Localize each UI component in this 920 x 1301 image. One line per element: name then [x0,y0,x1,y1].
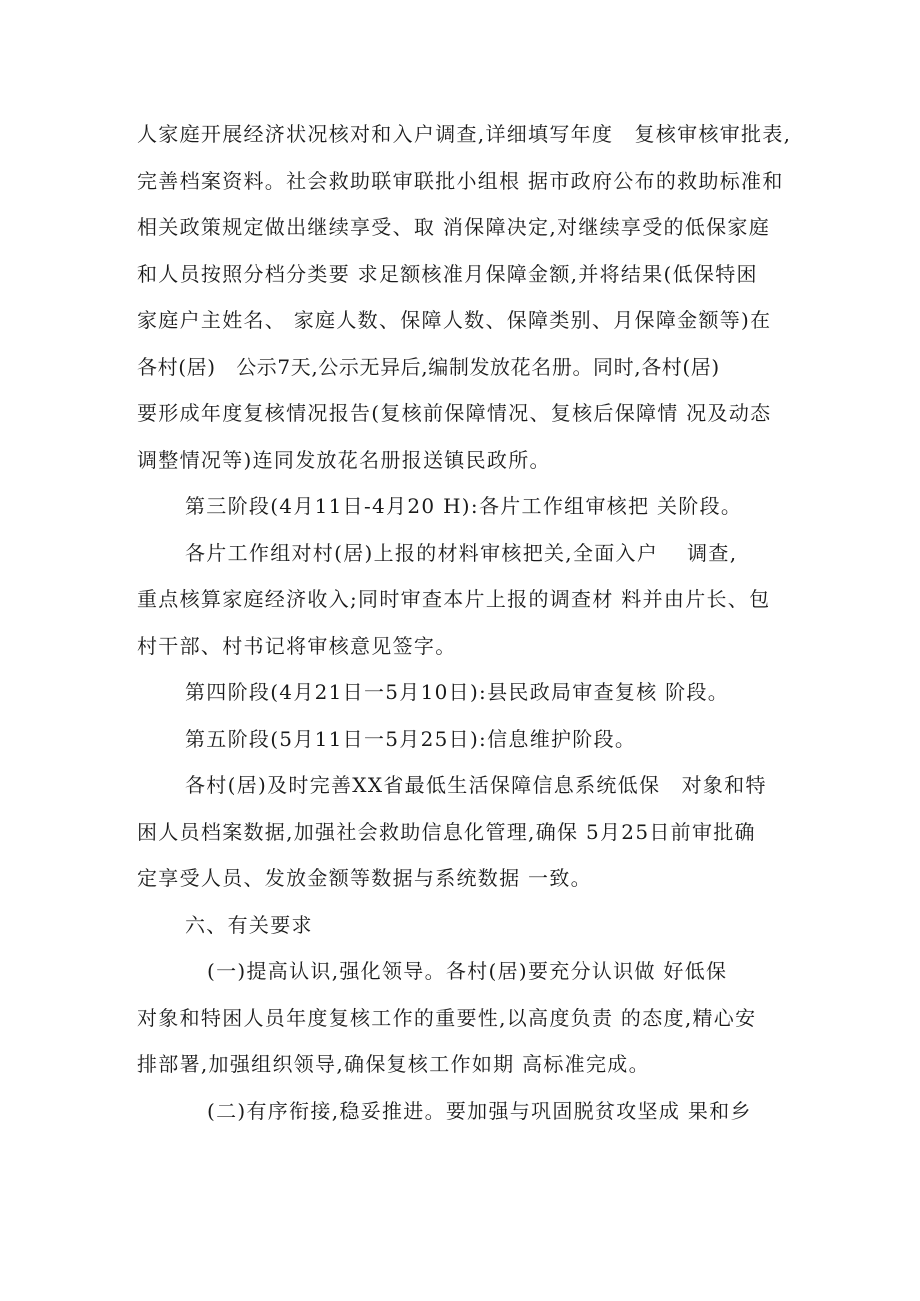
text-line-12: 村干部、村书记将审核意见签字。 [137,633,457,658]
requirement-two-heading: (二)有序衔接,稳妥推进。要加强与巩固脱贫攻坚成 果和乡 [207,1098,752,1123]
text-line-5: 家庭户主姓名、 家庭人数、保障人数、保障类别、月保障金额等)在 [137,308,772,332]
text-line-1: 人家庭开展经济状况核对和入户调查,详细填写年度 复核审核审批表, [137,122,792,146]
stage-four-heading: 第四阶段(4月21日一5月10日):县民政局审查复核 阶段。 [185,680,730,704]
requirement-one-heading: (一)提高认识,强化领导。各村(居)要充分认识做 好低保 [207,959,728,983]
text-line-15: 各村(居)及时完善XX省最低生活保障信息系统低保 对象和特 [185,773,767,797]
text-line-10: 各片工作组对村(居)上报的材料审核把关,全面入户 调查, [185,540,738,565]
text-line-17: 定享受人员、发放金额等数据与系统数据 一致。 [137,866,592,890]
text-line-2: 完善档案资料。社会救助联审联批小组根 据市政府公布的救助标准和 [137,168,784,193]
text-line-21: 排部署,加强组织领导,确保复核工作如期 高标准完成。 [137,1052,650,1076]
text-line-20: 对象和特困人员年度复核工作的重要性,以高度负责 的态度,精心安 [137,1005,757,1030]
text-line-8: 调整情况等)连同发放花名册报送镇民政所。 [137,447,551,472]
stage-five-heading: 第五阶段(5月11日一5月25日):信息维护阶段。 [185,726,637,751]
text-line-11: 重点核算家庭经济收入;同时审查本片上报的调查材 料并由片长、包 [137,587,771,611]
text-line-7: 要形成年度复核情况报告(复核前保障情况、复核后保障情 况及动态 [137,401,772,425]
text-line-6: 各村(居) 公示7天,公示无异后,编制发放花名册。同时,各村(居) [137,354,720,379]
text-line-16: 困人员档案数据,加强社会救助信息化管理,确保 5月25日前审批确 [137,819,756,844]
section-six-heading: 六、有关要求 [185,912,313,937]
stage-three-heading: 第三阶段(4月11日-4月20 H):各片工作组审核把 关阶段。 [185,494,743,518]
text-line-3: 相关政策规定做出继续享受、取 消保障决定,对继续享受的低保家庭 [137,215,771,239]
document-body [137,111,817,1134]
text-line-4: 和人员按照分档分类要 求足额核准月保障金额,并将结果(低保特困 [137,261,758,286]
